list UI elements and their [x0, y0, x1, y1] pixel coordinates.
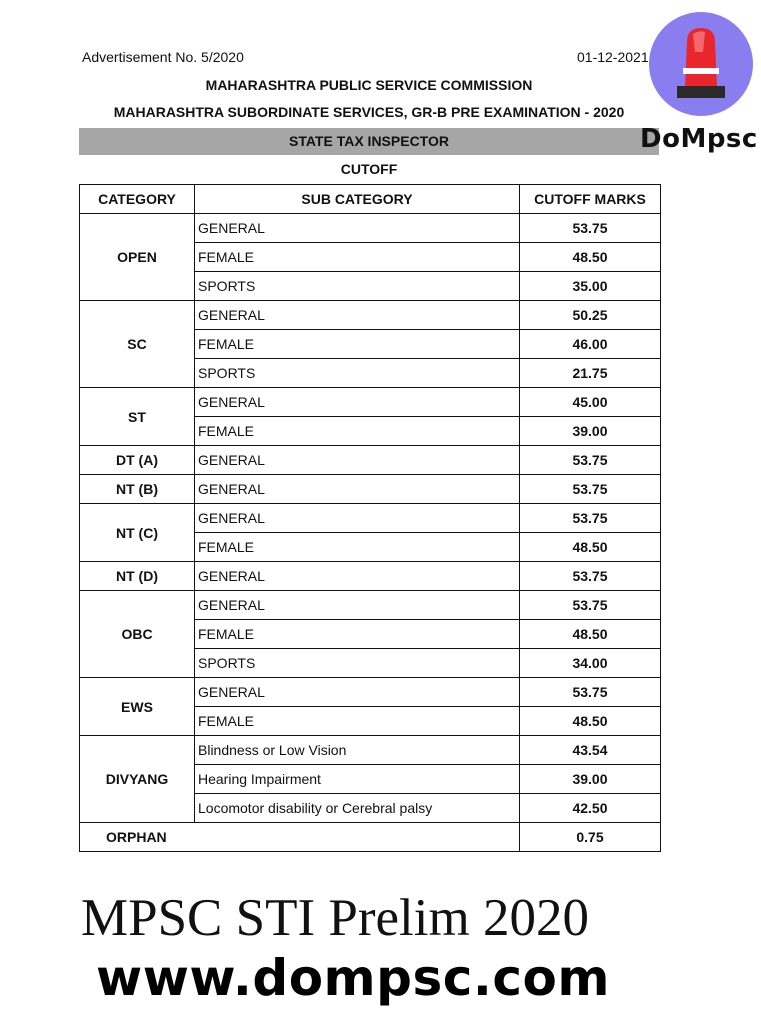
sub-category-cell: SPORTS — [195, 649, 520, 678]
advertisement-number: Advertisement No. 5/2020 — [82, 49, 244, 65]
table-row — [80, 591, 661, 620]
sub-category-cell: FEMALE — [195, 707, 520, 736]
category-cell: ST — [80, 388, 195, 446]
cutoff-marks-cell: 50.25 — [520, 301, 661, 330]
brand-logo — [649, 12, 753, 116]
cutoff-marks-cell: 53.75 — [520, 214, 661, 243]
table-row — [80, 301, 661, 330]
column-header-cutoff-marks: CUTOFF MARKS — [520, 185, 661, 214]
cutoff-marks-cell: 0.75 — [520, 823, 661, 852]
cutoff-marks-cell: 48.50 — [520, 707, 661, 736]
website-url: www.dompsc.com — [96, 949, 610, 1007]
post-title-bar: STATE TAX INSPECTOR — [79, 128, 659, 155]
category-cell: DIVYANG — [80, 736, 195, 823]
column-header-sub-category: SUB CATEGORY — [195, 185, 520, 214]
sub-category-cell: FEMALE — [195, 243, 520, 272]
caption-title: MPSC STI Prelim 2020 — [80, 889, 589, 947]
sub-category-cell: GENERAL — [195, 214, 520, 243]
cutoff-marks-cell: 53.75 — [520, 475, 661, 504]
cutoff-marks-cell: 46.00 — [520, 330, 661, 359]
category-cell: OPEN — [80, 214, 195, 301]
table-header-row — [80, 185, 661, 214]
cutoff-marks-cell: 53.75 — [520, 504, 661, 533]
sub-category-cell: GENERAL — [195, 504, 520, 533]
sub-category-cell: GENERAL — [195, 446, 520, 475]
cutoff-marks-cell: 48.50 — [520, 243, 661, 272]
sub-category-cell: Blindness or Low Vision — [195, 736, 520, 765]
sub-category-cell: Hearing Impairment — [195, 765, 520, 794]
table-row — [80, 678, 661, 707]
sub-category-cell: FEMALE — [195, 330, 520, 359]
siren-icon — [649, 12, 753, 116]
cutoff-marks-cell: 48.50 — [520, 620, 661, 649]
cutoff-marks-cell: 53.75 — [520, 678, 661, 707]
sub-category-cell: GENERAL — [195, 301, 520, 330]
exam-title: MAHARASHTRA SUBORDINATE SERVICES, GR-B PRE EXAMINATION - 2020 — [113, 104, 625, 120]
cutoff-marks-cell: 42.50 — [520, 794, 661, 823]
brand-name: DoMpsc — [640, 124, 758, 154]
category-cell: EWS — [80, 678, 195, 736]
sub-category-cell: FEMALE — [195, 417, 520, 446]
sub-category-cell: FEMALE — [195, 620, 520, 649]
cutoff-marks-cell: 45.00 — [520, 388, 661, 417]
category-cell: OBC — [80, 591, 195, 678]
table-row — [80, 446, 661, 475]
table-row — [80, 214, 661, 243]
cutoff-marks-cell: 53.75 — [520, 562, 661, 591]
cutoff-marks-cell: 53.75 — [520, 591, 661, 620]
table-row — [80, 475, 661, 504]
table-row — [80, 736, 661, 765]
table-row-orphan — [80, 823, 661, 852]
sub-category-cell: Locomotor disability or Cerebral palsy — [195, 794, 520, 823]
category-cell: NT (B) — [80, 475, 195, 504]
table-row — [80, 562, 661, 591]
sub-category-cell: GENERAL — [195, 388, 520, 417]
column-header-category: CATEGORY — [80, 185, 195, 214]
category-cell: DT (A) — [80, 446, 195, 475]
sub-category-cell: GENERAL — [195, 562, 520, 591]
cutoff-marks-cell: 21.75 — [520, 359, 661, 388]
cutoff-marks-cell: 53.75 — [520, 446, 661, 475]
advertisement-date: 01-12-2021 — [577, 49, 649, 65]
table-row — [80, 504, 661, 533]
cutoff-marks-cell: 39.00 — [520, 417, 661, 446]
sub-category-cell: SPORTS — [195, 359, 520, 388]
cutoff-marks-cell: 48.50 — [520, 533, 661, 562]
section-title: CUTOFF — [340, 161, 398, 177]
cutoff-marks-cell: 43.54 — [520, 736, 661, 765]
category-cell: NT (D) — [80, 562, 195, 591]
organization-title: MAHARASHTRA PUBLIC SERVICE COMMISSION — [205, 77, 533, 93]
cutoff-marks-cell: 35.00 — [520, 272, 661, 301]
sub-category-cell: FEMALE — [195, 533, 520, 562]
sub-category-cell: GENERAL — [195, 678, 520, 707]
sub-category-cell: GENERAL — [195, 591, 520, 620]
cutoff-marks-cell: 39.00 — [520, 765, 661, 794]
cutoff-marks-cell: 34.00 — [520, 649, 661, 678]
category-cell: NT (C) — [80, 504, 195, 562]
cutoff-table — [79, 184, 661, 852]
category-cell: ORPHAN — [80, 823, 520, 852]
sub-category-cell: SPORTS — [195, 272, 520, 301]
category-cell: SC — [80, 301, 195, 388]
sub-category-cell: GENERAL — [195, 475, 520, 504]
table-row — [80, 388, 661, 417]
